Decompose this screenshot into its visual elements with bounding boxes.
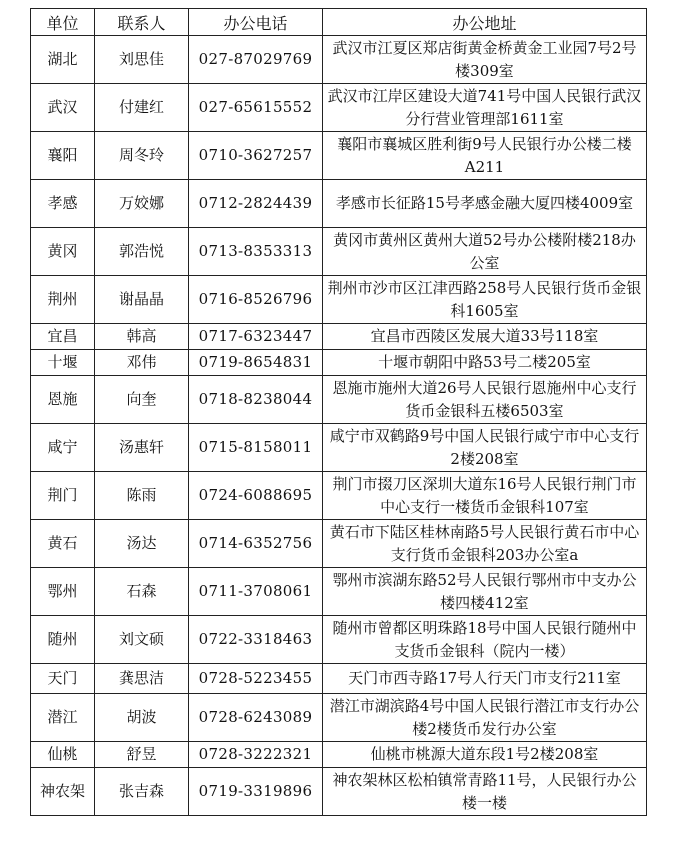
contact-cell: 龚思洁 <box>95 664 189 694</box>
unit-cell: 潜江 <box>31 694 95 742</box>
table-row <box>31 424 647 472</box>
table-row <box>31 324 647 350</box>
unit-cell: 神农架 <box>31 768 95 816</box>
table-row <box>31 276 647 324</box>
phone-cell: 0722-3318463 <box>189 616 323 664</box>
table-row <box>31 132 647 180</box>
unit-cell: 仙桃 <box>31 742 95 768</box>
address-cell: 神农架林区松柏镇常青路11号，人民银行办公楼一楼 <box>323 768 647 816</box>
unit-cell: 鄂州 <box>31 568 95 616</box>
unit-cell: 孝感 <box>31 180 95 228</box>
phone-cell: 0719-8654831 <box>189 350 323 376</box>
contact-cell: 胡波 <box>95 694 189 742</box>
table-row <box>31 228 647 276</box>
header-address: 办公地址 <box>323 9 647 36</box>
unit-cell: 恩施 <box>31 376 95 424</box>
contact-cell: 邓伟 <box>95 350 189 376</box>
unit-cell: 宜昌 <box>31 324 95 350</box>
table-row <box>31 568 647 616</box>
contact-table <box>30 8 647 816</box>
table-row <box>31 36 647 84</box>
table-row <box>31 376 647 424</box>
phone-cell: 027-87029769 <box>189 36 323 84</box>
table-row <box>31 472 647 520</box>
phone-cell: 0714-6352756 <box>189 520 323 568</box>
contact-cell: 石森 <box>95 568 189 616</box>
unit-cell: 荆门 <box>31 472 95 520</box>
contact-cell: 刘思佳 <box>95 36 189 84</box>
unit-cell: 随州 <box>31 616 95 664</box>
phone-cell: 0710-3627257 <box>189 132 323 180</box>
address-cell: 孝感市长征路15号孝感金融大厦四楼4009室 <box>323 180 647 228</box>
contact-cell: 周冬玲 <box>95 132 189 180</box>
phone-cell: 0719-3319896 <box>189 768 323 816</box>
address-cell: 荆州市沙市区江津西路258号人民银行货币金银科1605室 <box>323 276 647 324</box>
phone-cell: 0715-8158011 <box>189 424 323 472</box>
phone-cell: 0711-3708061 <box>189 568 323 616</box>
contact-cell: 谢晶晶 <box>95 276 189 324</box>
address-cell: 宜昌市西陵区发展大道33号118室 <box>323 324 647 350</box>
contact-cell: 付建红 <box>95 84 189 132</box>
contact-cell: 陈雨 <box>95 472 189 520</box>
address-cell: 咸宁市双鹤路9号中国人民银行咸宁市中心支行2楼208室 <box>323 424 647 472</box>
table-row <box>31 768 647 816</box>
unit-cell: 十堰 <box>31 350 95 376</box>
header-phone: 办公电话 <box>189 9 323 36</box>
header-unit: 单位 <box>31 9 95 36</box>
address-cell: 武汉市江夏区郑店街黄金桥黄金工业园7号2号楼309室 <box>323 36 647 84</box>
phone-cell: 0728-6243089 <box>189 694 323 742</box>
contact-cell: 向奎 <box>95 376 189 424</box>
address-cell: 仙桃市桃源大道东段1号2楼208室 <box>323 742 647 768</box>
address-cell: 恩施市施州大道26号人民银行恩施州中心支行货币金银科五楼6503室 <box>323 376 647 424</box>
address-cell: 黄冈市黄州区黄州大道52号办公楼附楼218办公室 <box>323 228 647 276</box>
phone-cell: 0728-5223455 <box>189 664 323 694</box>
header-contact: 联系人 <box>95 9 189 36</box>
phone-cell: 0728-3222321 <box>189 742 323 768</box>
phone-cell: 0712-2824439 <box>189 180 323 228</box>
contact-cell: 万姣娜 <box>95 180 189 228</box>
unit-cell: 湖北 <box>31 36 95 84</box>
phone-cell: 0717-6323447 <box>189 324 323 350</box>
table-row <box>31 84 647 132</box>
unit-cell: 咸宁 <box>31 424 95 472</box>
contact-cell: 汤达 <box>95 520 189 568</box>
contact-cell: 汤惠轩 <box>95 424 189 472</box>
unit-cell: 武汉 <box>31 84 95 132</box>
unit-cell: 天门 <box>31 664 95 694</box>
table-row <box>31 664 647 694</box>
unit-cell: 黄冈 <box>31 228 95 276</box>
address-cell: 武汉市江岸区建设大道741号中国人民银行武汉分行营业管理部1611室 <box>323 84 647 132</box>
address-cell: 十堰市朝阳中路53号二楼205室 <box>323 350 647 376</box>
address-cell: 随州市曾都区明珠路18号中国人民银行随州中支货币金银科（院内一楼） <box>323 616 647 664</box>
contact-cell: 韩高 <box>95 324 189 350</box>
table-row <box>31 520 647 568</box>
phone-cell: 0716-8526796 <box>189 276 323 324</box>
table-row <box>31 616 647 664</box>
phone-cell: 0713-8353313 <box>189 228 323 276</box>
unit-cell: 黄石 <box>31 520 95 568</box>
contact-cell: 舒昱 <box>95 742 189 768</box>
table-row <box>31 350 647 376</box>
table-row <box>31 694 647 742</box>
address-cell: 潜江市湖滨路4号中国人民银行潜江市支行办公楼2楼货币发行办公室 <box>323 694 647 742</box>
table-header-row <box>31 9 647 36</box>
table-row <box>31 742 647 768</box>
contact-cell: 张吉森 <box>95 768 189 816</box>
unit-cell: 襄阳 <box>31 132 95 180</box>
table-row <box>31 180 647 228</box>
address-cell: 黄石市下陆区桂林南路5号人民银行黄石市中心支行货币金银科203办公室a <box>323 520 647 568</box>
phone-cell: 0724-6088695 <box>189 472 323 520</box>
contact-cell: 刘文硕 <box>95 616 189 664</box>
address-cell: 鄂州市滨湖东路52号人民银行鄂州市中支办公楼四楼412室 <box>323 568 647 616</box>
address-cell: 襄阳市襄城区胜利街9号人民银行办公楼二楼A211 <box>323 132 647 180</box>
phone-cell: 027-65615552 <box>189 84 323 132</box>
address-cell: 天门市西寺路17号人行天门市支行211室 <box>323 664 647 694</box>
address-cell: 荆门市掇刀区深圳大道东16号人民银行荆门市中心支行一楼货币金银科107室 <box>323 472 647 520</box>
phone-cell: 0718-8238044 <box>189 376 323 424</box>
unit-cell: 荆州 <box>31 276 95 324</box>
contact-cell: 郭浩悦 <box>95 228 189 276</box>
